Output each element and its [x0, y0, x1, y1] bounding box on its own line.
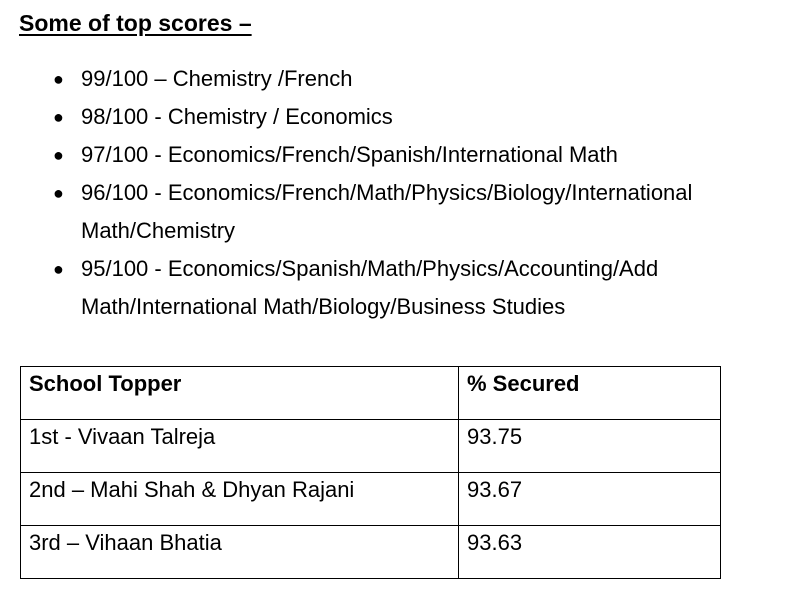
score-item: [0, 174, 800, 250]
topper-name-cell: 1st - Vivaan Talreja: [21, 420, 459, 473]
table-row: [21, 473, 721, 526]
table-row: [21, 526, 721, 579]
score-text-line: 98/100 - Chemistry / Economics: [81, 104, 393, 129]
bullet-icon: ●: [53, 145, 64, 165]
score-item: [0, 250, 800, 326]
bullet-icon: ●: [53, 107, 64, 127]
score-text-line: 96/100 - Economics/French/Math/Physics/Biology/International: [81, 180, 693, 205]
score-text-line: Math/International Math/Biology/Business Studies: [81, 294, 566, 319]
top-scores-list: [0, 60, 800, 326]
score-item: [0, 98, 800, 136]
table-row: [21, 420, 721, 473]
percent-secured-cell: 93.67: [459, 473, 721, 526]
score-item: [0, 136, 800, 174]
percent-secured-cell: 93.75: [459, 420, 721, 473]
topper-name-cell: 2nd – Mahi Shah & Dhyan Rajani: [21, 473, 459, 526]
score-text-line: 97/100 - Economics/French/Spanish/International Math: [81, 142, 618, 167]
column-header-school-topper: School Topper: [21, 367, 459, 420]
section-heading: Some of top scores –: [19, 10, 252, 36]
score-text-line: 99/100 – Chemistry /French: [81, 66, 353, 91]
score-text-line: 95/100 - Economics/Spanish/Math/Physics/Accounting/Add: [81, 256, 659, 281]
column-header-percent-secured: % Secured: [459, 367, 721, 420]
table-header-row: [21, 367, 721, 420]
score-item: [0, 60, 800, 98]
bullet-icon: ●: [53, 69, 64, 89]
bullet-icon: ●: [53, 183, 64, 203]
score-text-line: Math/Chemistry: [81, 218, 236, 243]
percent-secured-cell: 93.63: [459, 526, 721, 579]
topper-name-cell: 3rd – Vihaan Bhatia: [21, 526, 459, 579]
bullet-icon: ●: [53, 259, 64, 279]
school-topper-table: [20, 366, 721, 579]
